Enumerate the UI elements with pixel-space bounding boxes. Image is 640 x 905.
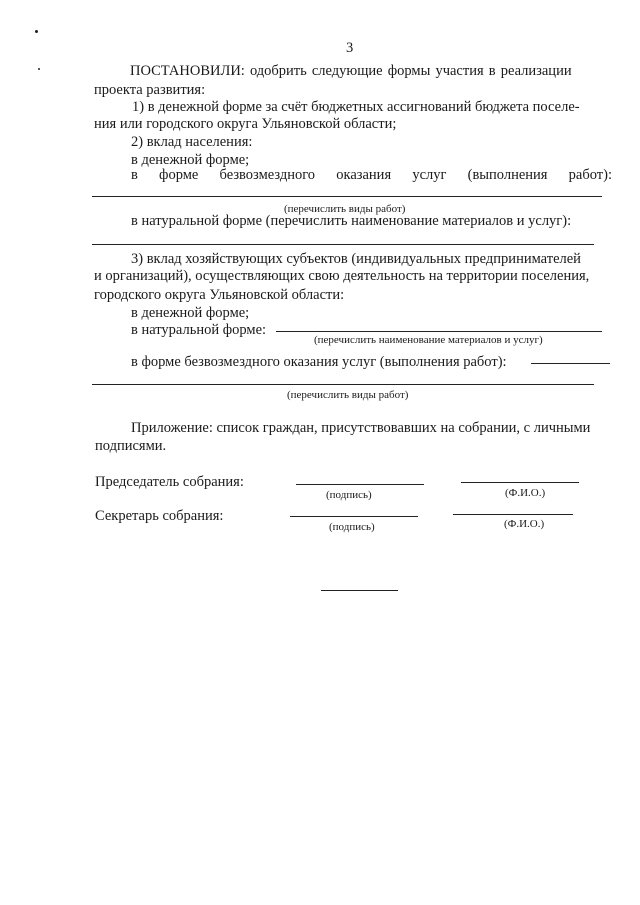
name-hint: (Ф.И.О.) [505, 487, 546, 499]
closing-line [321, 590, 398, 591]
secretary-label: Секретарь собрания: [95, 508, 224, 524]
word: оказания [336, 167, 392, 183]
appendix-text: Приложение: список граждан, присутствовавших на собрании, с личными [131, 420, 591, 436]
signature-line [290, 516, 418, 517]
item2-money: в денежной форме; [131, 152, 250, 168]
fill-line [92, 384, 594, 385]
fill-line [92, 244, 594, 245]
resolution-intro: ПОСТАНОВИЛИ: одобрить следующие формы участия в реализации [130, 63, 572, 79]
signature-hint: (подпись) [326, 489, 372, 501]
item2-service-hint: (перечислить виды работ) [284, 203, 406, 215]
margin-dot [35, 30, 38, 33]
word: (выполнения [467, 167, 548, 183]
word: в [131, 167, 138, 183]
appendix-text-cont: подписями. [95, 438, 167, 454]
margin-dot [38, 68, 40, 70]
chair-label: Председатель собрания: [95, 474, 244, 490]
fill-line [92, 196, 602, 197]
word: услуг [412, 167, 447, 183]
name-line [461, 482, 579, 483]
fill-line [276, 331, 602, 332]
resolution-intro-cont: проекта развития: [94, 82, 206, 98]
name-line [453, 514, 573, 515]
item2-service-line [131, 167, 612, 184]
name-hint: (Ф.И.О.) [504, 518, 545, 530]
word: безвозмездного [219, 167, 316, 183]
item3-natural-hint: (перечислить наименование материалов и услуг) [314, 334, 543, 346]
item1-text-cont: ния или городского округа Ульяновской области; [94, 116, 397, 132]
word: форме [159, 167, 199, 183]
item2-natural: в натуральной форме (перечислить наименование материалов и услуг): [131, 213, 572, 229]
signature-hint: (подпись) [329, 521, 375, 533]
item3-text: 3) вклад хозяйствующих субъектов (индивидуальных предпринимателей [131, 251, 581, 267]
item3-service-hint: (перечислить виды работ) [287, 389, 409, 401]
item3-text-cont: и организаций), осуществляющих свою деятельность на территории поселения, [94, 268, 590, 284]
word: работ): [568, 167, 612, 183]
signature-line [296, 484, 424, 485]
item3-money: в денежной форме; [131, 305, 250, 321]
item1-text: 1) в денежной форме за счёт бюджетных ассигнований бюджета поселе- [132, 99, 580, 115]
page-number: 3 [346, 40, 354, 56]
item3-service: в форме безвозмездного оказания услуг (выполнения работ): [131, 354, 507, 370]
item3-text-cont: городского округа Ульяновской области: [94, 287, 345, 303]
item2-title: 2) вклад населения: [131, 134, 253, 150]
item3-natural: в натуральной форме: [131, 322, 267, 338]
fill-line [531, 363, 610, 364]
